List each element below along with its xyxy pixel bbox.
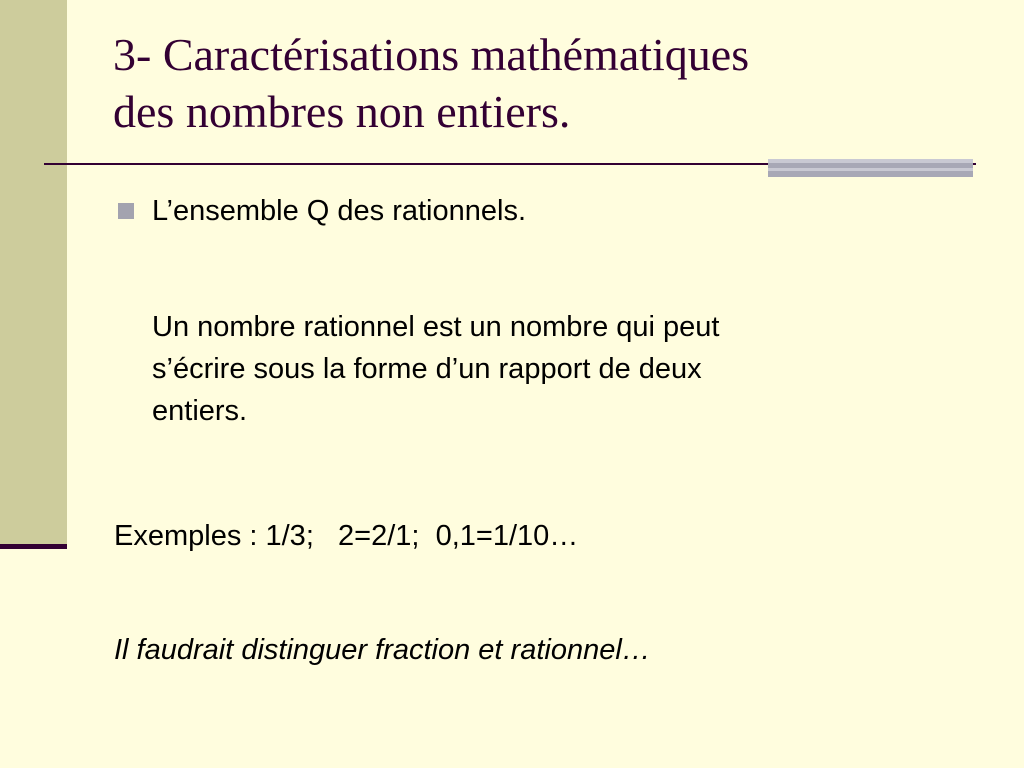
slide-title xyxy=(113,26,993,140)
examples-line: Exemples : 1/3; 2=2/1; 0,1=1/10… xyxy=(114,520,579,552)
definition-line-2: s’écrire sous la forme d’un rapport de deux xyxy=(152,353,702,385)
bullet-text: L’ensemble Q des rationnels. xyxy=(152,195,526,227)
slide-title-line-2: des nombres non entiers. xyxy=(113,86,571,137)
title-accent-bar xyxy=(768,159,973,177)
definition-line-3: entiers. xyxy=(152,395,248,427)
square-bullet-icon xyxy=(118,203,134,219)
definition-paragraph xyxy=(152,306,719,432)
side-band xyxy=(0,0,67,544)
side-band-underline xyxy=(0,544,67,549)
remark-line: Il faudrait distinguer fraction et rationnel… xyxy=(114,634,651,666)
slide-title-line-1: 3- Caractérisations mathématiques xyxy=(113,29,750,80)
definition-line-1: Un nombre rationnel est un nombre qui peut xyxy=(152,311,720,343)
